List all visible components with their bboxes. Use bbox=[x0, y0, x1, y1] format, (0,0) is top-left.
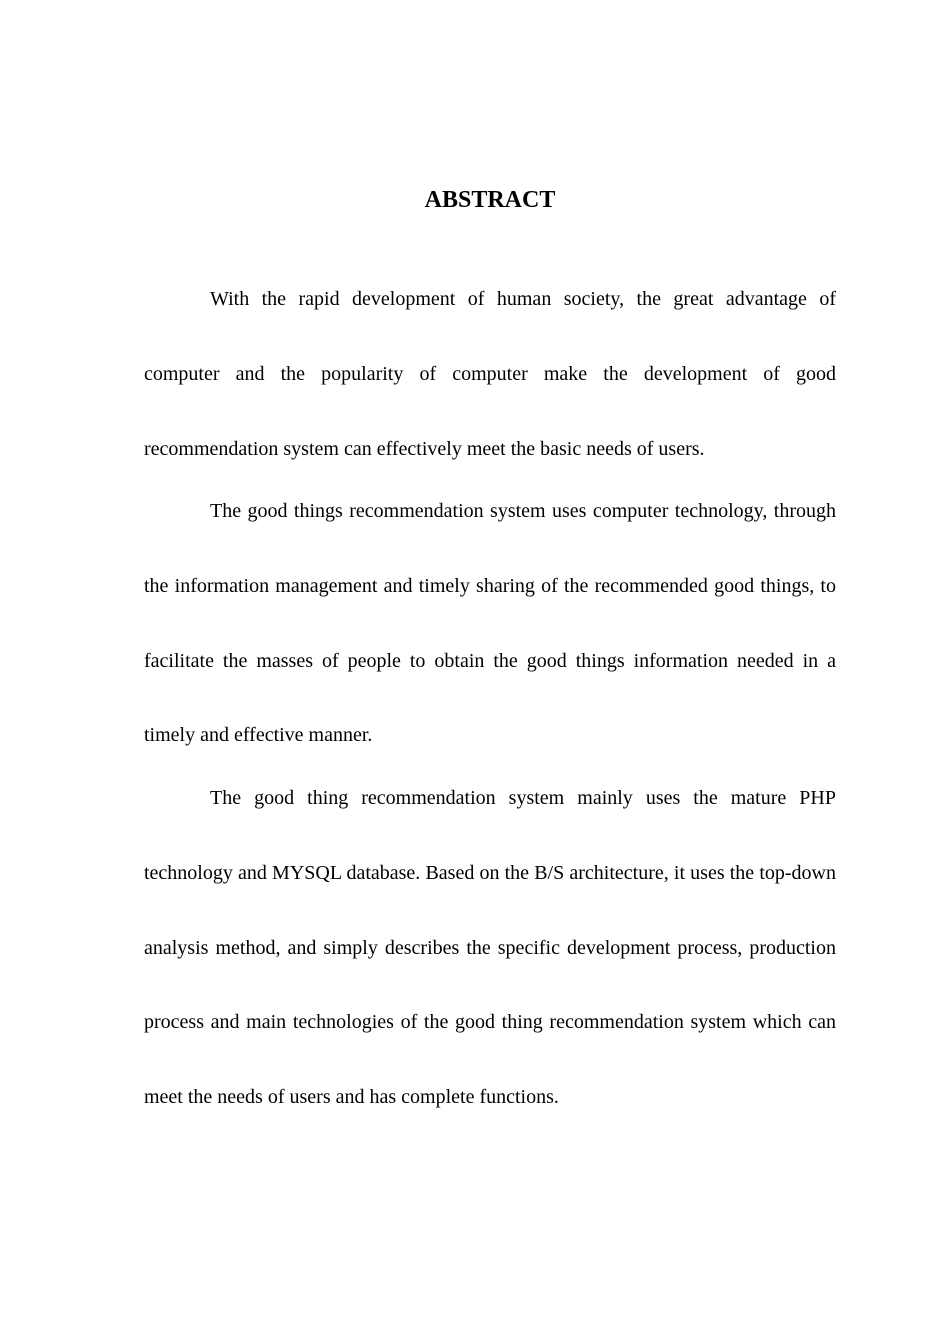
abstract-paragraph-1: With the rapid development of human society, the great advantage of computer and the popularity of computer make the development of good recommendation system can effectively meet the basic needs of users. bbox=[144, 288, 836, 460]
abstract-paragraph-3: The good thing recommendation system mainly uses the mature PHP technology and MYSQL database. Based on the B/S architecture, it uses the top-down analysis method, and simply describes the specific development process, production process and main technologies of the good thing recommendation system which can meet the needs of users and has complete functions. bbox=[144, 787, 836, 1109]
abstract-title: ABSTRACT bbox=[424, 187, 556, 213]
abstract-paragraph-2: The good things recommendation system uses computer technology, through the information management and timely sharing of the recommended good things, to facilitate the masses of people to obtain the good things information needed in a timely and effective manner. bbox=[144, 500, 836, 747]
